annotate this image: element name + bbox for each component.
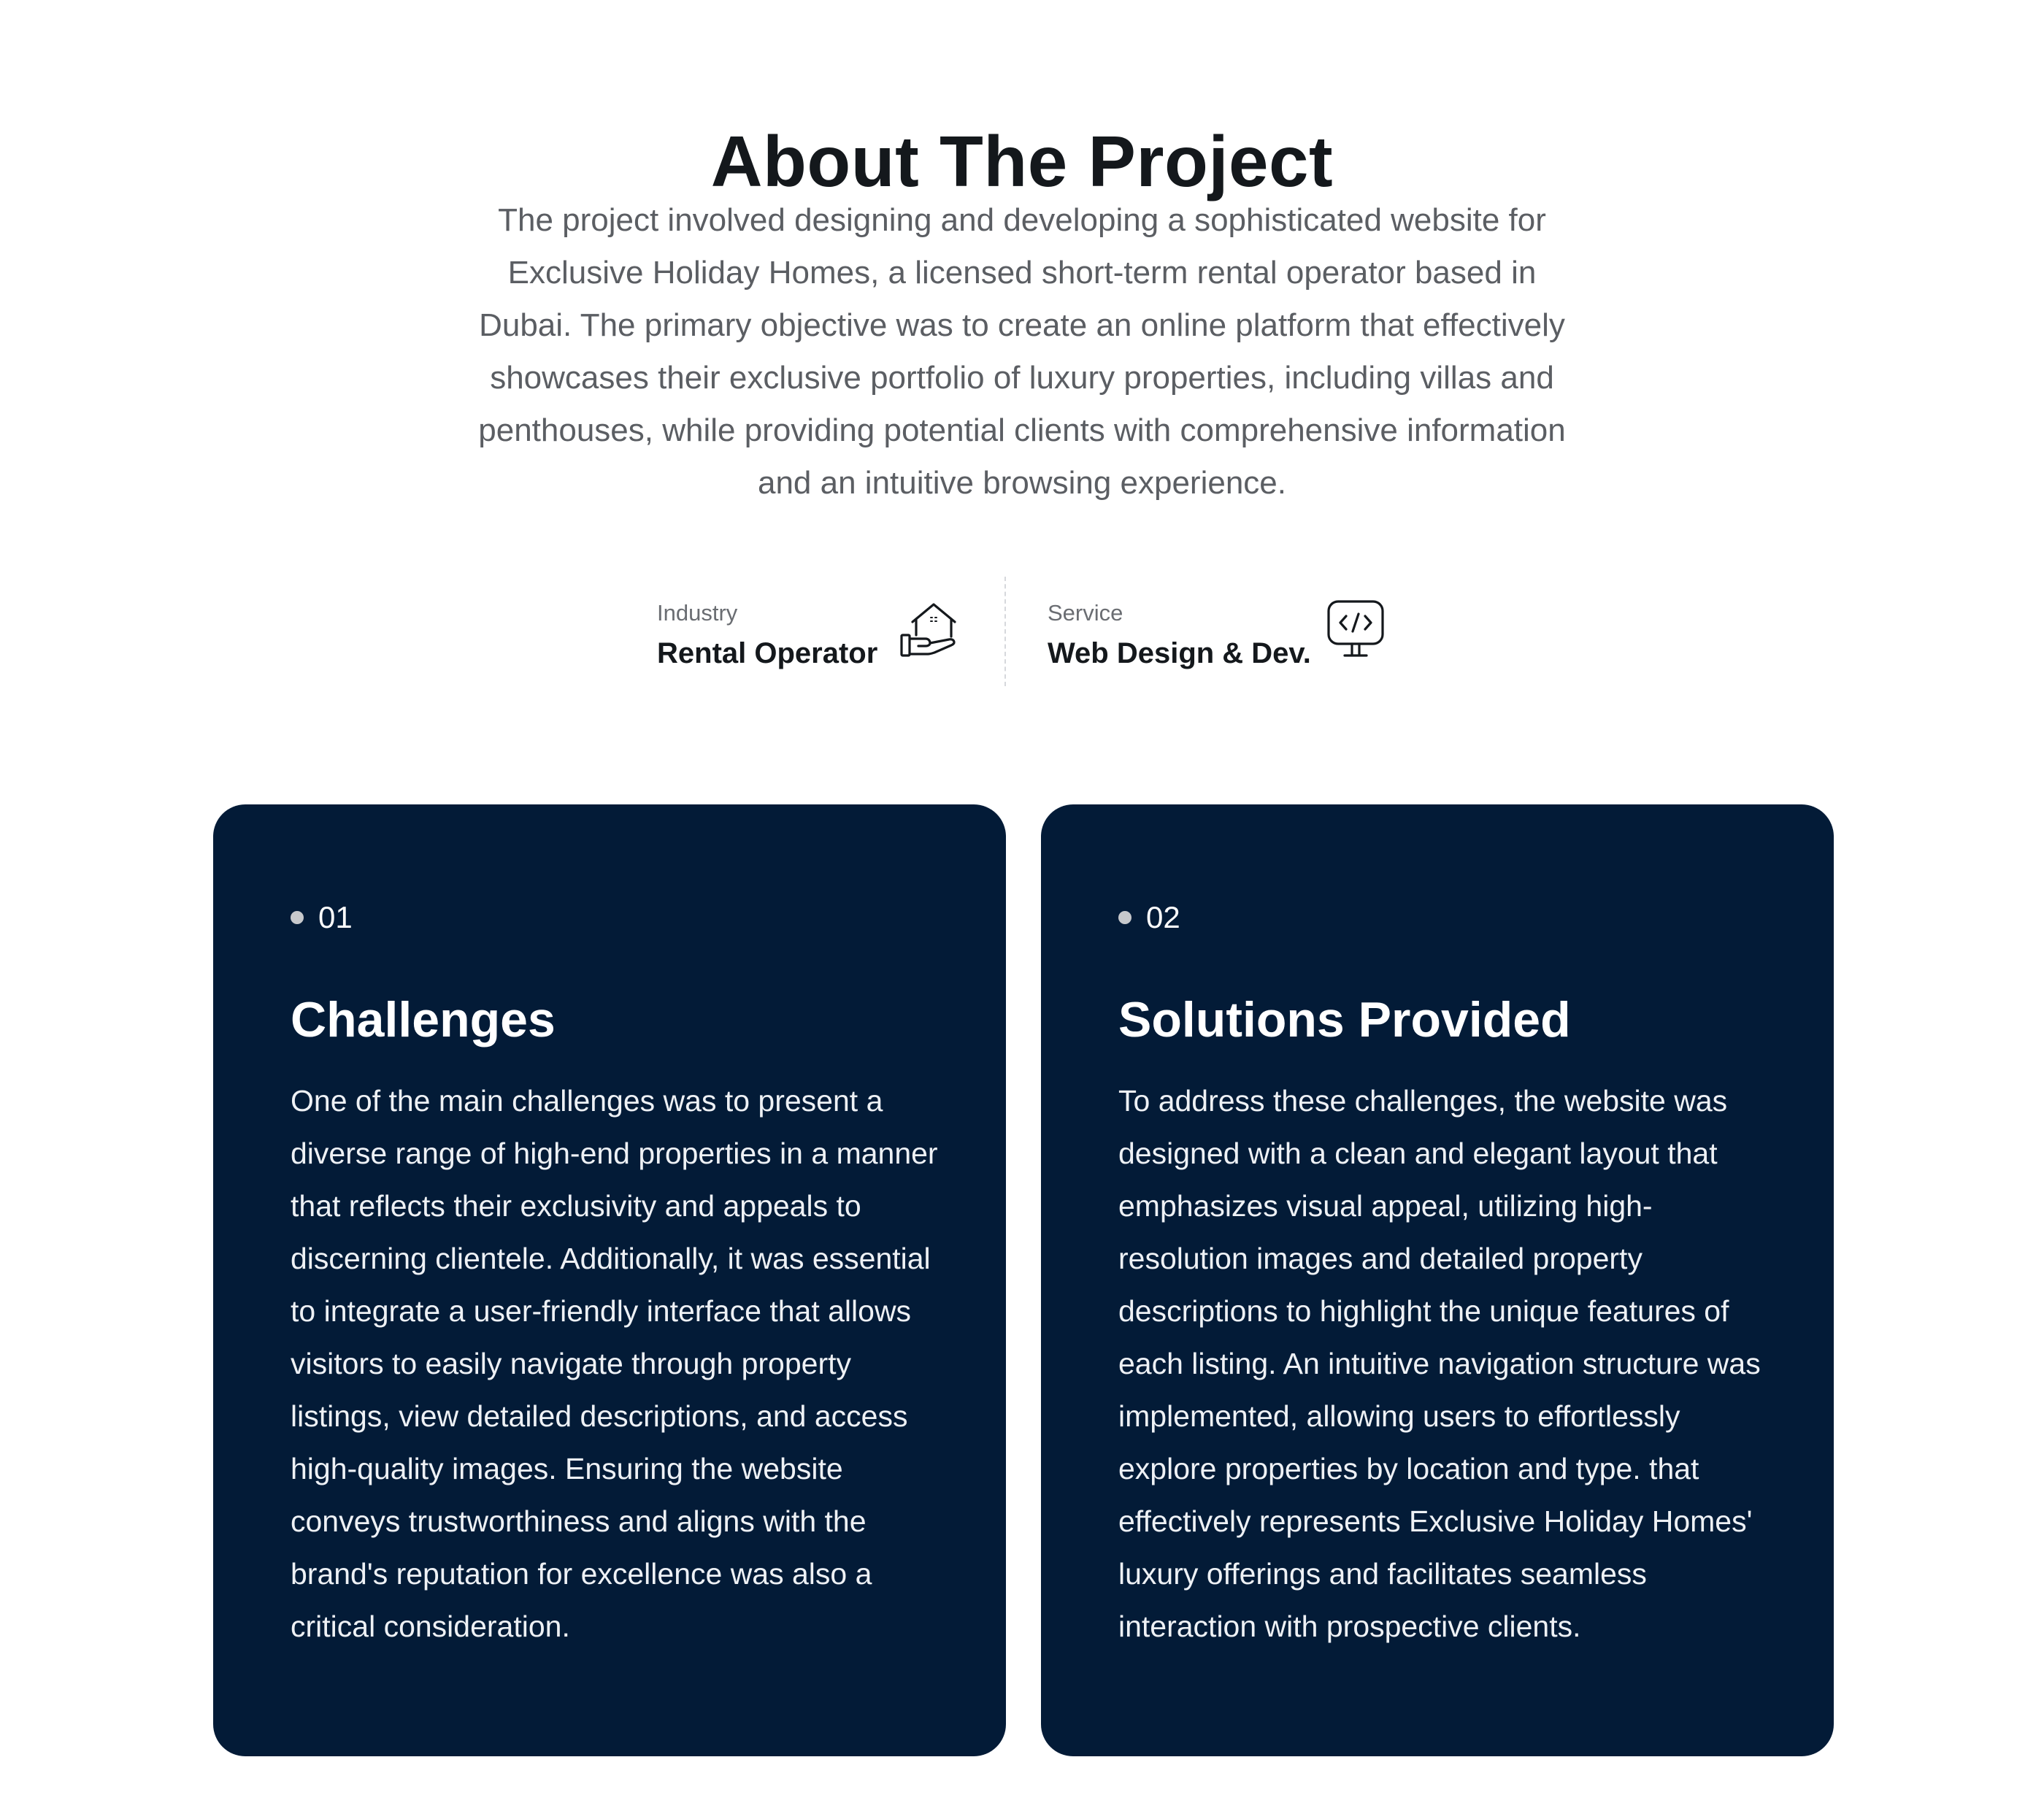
card-number-text: 01 [318, 900, 353, 934]
card-number-text: 02 [1146, 900, 1180, 934]
section-title: About The Project [710, 120, 1334, 201]
solutions-card [1041, 804, 1834, 1756]
bullet-dot [291, 911, 304, 924]
service-label: Service [1048, 600, 1123, 626]
bullet-dot [1118, 911, 1132, 924]
card-number [1118, 896, 1180, 939]
meta-divider [1004, 577, 1006, 686]
card-body: One of the main challenges was to present a diverse range of high-end properties in a manner that reflects their exclusivity and appeals to discerning clientele. Additionally, it was essential to integrate a user-friendly interface that allows visitors to easily navigate through property listings, view detailed descriptions, and access high-quality images. Ensuring the website conveys trustworthiness and aligns with the brand's reputation for excellence was also a critical consideration. [291, 1084, 938, 1643]
card-title: Solutions Provided [1118, 992, 1571, 1047]
project-meta [0, 577, 2044, 686]
card-body: To address these challenges, the website was designed with a clean and elegant layout that emphasizes visual appeal, utilizing high-resolution images and detailed property descriptions to highlight the unique features of each listing. An intuitive navigation structure was implemented, allowing users to effortlessly explore properties by location and type. that effectively represents Exclusive Holiday Homes' luxury offerings and facilitates seamless interaction with prospective clients. [1118, 1084, 1761, 1643]
section-intro: The project involved designing and developing a sophisticated website for Exclusive Holiday Homes, a licensed short-term rental operator based in Dubai. The primary objective was to create an online platform that effectively showcases their exclusive portfolio of luxury properties, including villas and penthouses, while providing potential clients with comprehensive information and an intuitive browsing experience. [478, 202, 1566, 501]
service-value: Web Design & Dev. [1048, 637, 1311, 669]
house-in-hand-icon [898, 599, 961, 661]
card-title: Challenges [291, 992, 556, 1047]
industry-meta [657, 599, 877, 672]
industry-label: Industry [657, 600, 738, 626]
challenges-card [213, 804, 1006, 1756]
industry-value: Rental Operator [657, 637, 878, 669]
code-monitor-icon [1324, 599, 1387, 661]
service-meta [1048, 599, 1311, 672]
card-number [291, 896, 353, 939]
